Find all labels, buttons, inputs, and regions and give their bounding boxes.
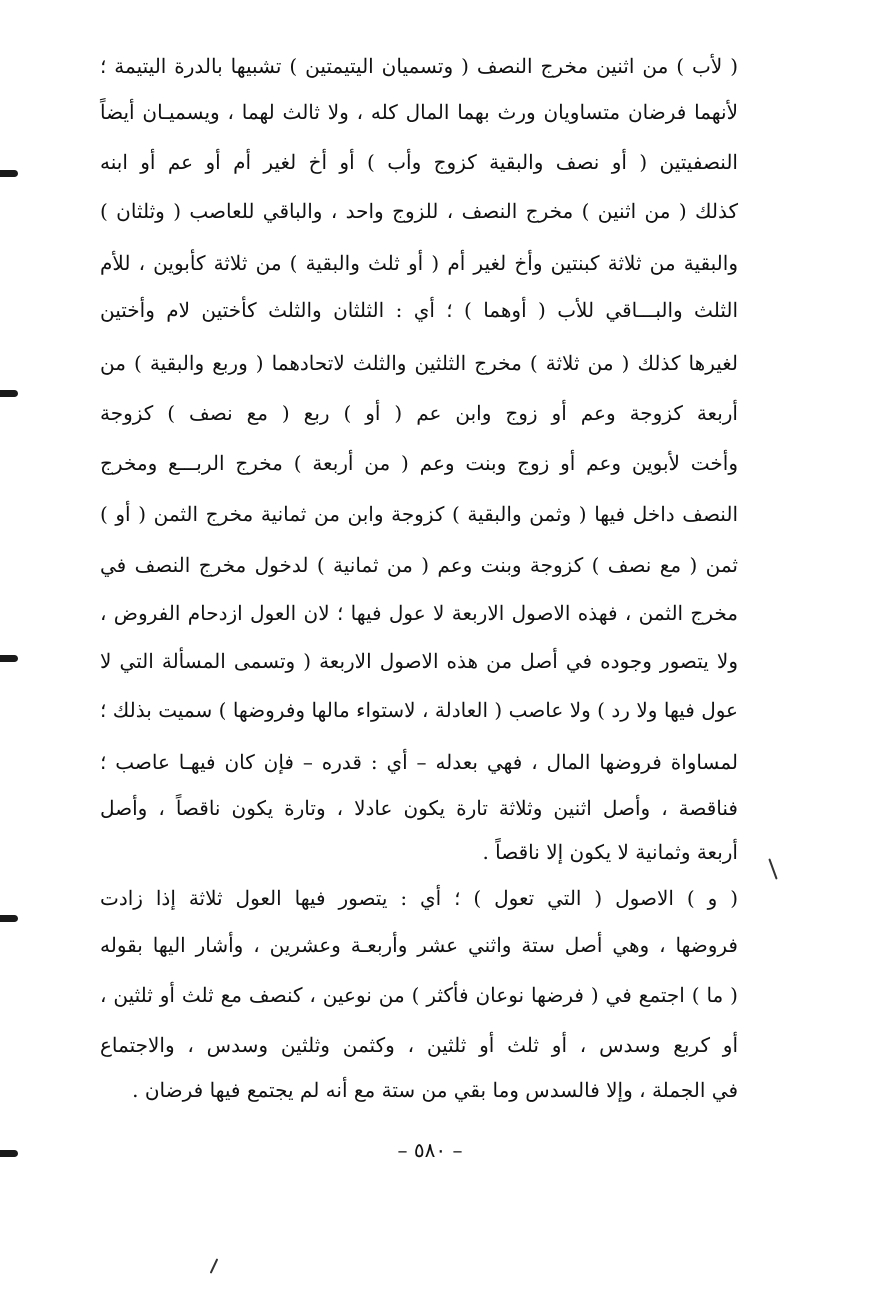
text-line: مخرج الثمن ، فهذه الاصول الاربعة لا عول فيها ؛ لان العول ازدحام الفروض ،: [100, 601, 738, 625]
text-line: لغيرها كذلك ( من ثلاثة ) مخرج الثلثين والثلث لاتحادهما ( وربع والبقية ) من: [100, 351, 738, 375]
text-line: النصف داخل فيها ( وثمن والبقية ) كزوجة وابن من ثمانية مخرج الثمن ( أو ): [100, 502, 738, 526]
margin-stroke: [768, 858, 777, 879]
text-line: وأخت لأبوين وعم أو زوج وبنت وعم ( من أربعة ) مخرج الربـــع ومخرج: [100, 451, 738, 475]
text-line: ثمن ( مع نصف ) كزوجة وبنت وعم ( من ثمانية ) لدخول مخرج النصف في: [100, 553, 738, 577]
text-line: ( و ) الاصول ( التي تعول ) ؛ أي : يتصور فيها العول ثلاثة إذا زادت: [100, 886, 738, 910]
text-line: أو كربع وسدس ، أو ثلث أو ثلثين ، وكثمن وثلثين وسدس ، والاجتماع: [100, 1033, 738, 1057]
text-line: ( لأب ) من اثنين مخرج النصف ( وتسميان اليتيمتين ) تشبيها بالدرة اليتيمة ؛: [100, 54, 738, 78]
binding-mark: [0, 390, 18, 397]
text-line: فناقصة ، وأصل اثنين وثلاثة تارة يكون عادلا ، وتارة يكون ناقصاً ، وأصل: [100, 796, 738, 820]
text-line: ولا يتصور وجوده في أصل من هذه الاصول الاربعة ( وتسمى المسألة التي لا: [100, 649, 738, 673]
text-line: لأنهما فرضان متساويان ورث بهما المال كله ، ولا ثالث لهما ، ويسميـان أيضاً: [100, 100, 738, 124]
text-line: والبقية من ثلاثة كبنتين وأخ لغير أم ( أو ثلث والبقية ) من ثلاثة كأبوين ، للأم: [100, 251, 738, 275]
text-line: الثلث والبـــاقي للأب ( أوهما ) ؛ أي : الثلثان والثلث كأختين لام وأختين: [100, 298, 738, 322]
binding-mark: [0, 1150, 18, 1157]
text-line: أربعة كزوجة وعم أو زوج وابن عم ( أو ) ربع ( مع نصف ) كزوجة: [100, 401, 738, 425]
page-number: – ٥٨٠ –: [397, 1138, 463, 1162]
binding-mark: [0, 915, 18, 922]
text-line: أربعة وثمانية لا يكون إلا ناقصاً .: [482, 840, 738, 864]
text-line: فروضها ، وهي أصل ستة واثني عشر وأربعـة وعشرين ، وأشار اليها بقوله: [100, 933, 738, 957]
binding-mark: [0, 170, 18, 177]
text-line: النصفيتين ( أو نصف والبقية كزوج وأب ) أو أخ لغير أم أو عم أو ابنه: [100, 150, 738, 174]
text-line: كذلك ( من اثنين ) مخرج النصف ، للزوج واحد ، والباقي للعاصب ( وثلثان ): [100, 199, 738, 223]
text-line: لمساواة فروضها المال ، فهي بعدله – أي : قدره – فإن كان فيهـا عاصب ؛: [100, 750, 738, 774]
margin-stroke: [210, 1258, 219, 1273]
text-line: عول فيها ولا رد ) ولا عاصب ( العادلة ، لاستواء مالها وفروضها ) سميت بذلك ؛: [100, 698, 738, 722]
text-line: ( ما ) اجتمع في ( فرضها نوعان فأكثر ) من نوعين ، كنصف مع ثلث أو ثلثين ،: [100, 983, 738, 1007]
text-line: في الجملة ، وإلا فالسدس وما بقي من ستة مع أنه لم يجتمع فيها فرضان .: [132, 1078, 738, 1102]
binding-mark: [0, 655, 18, 662]
